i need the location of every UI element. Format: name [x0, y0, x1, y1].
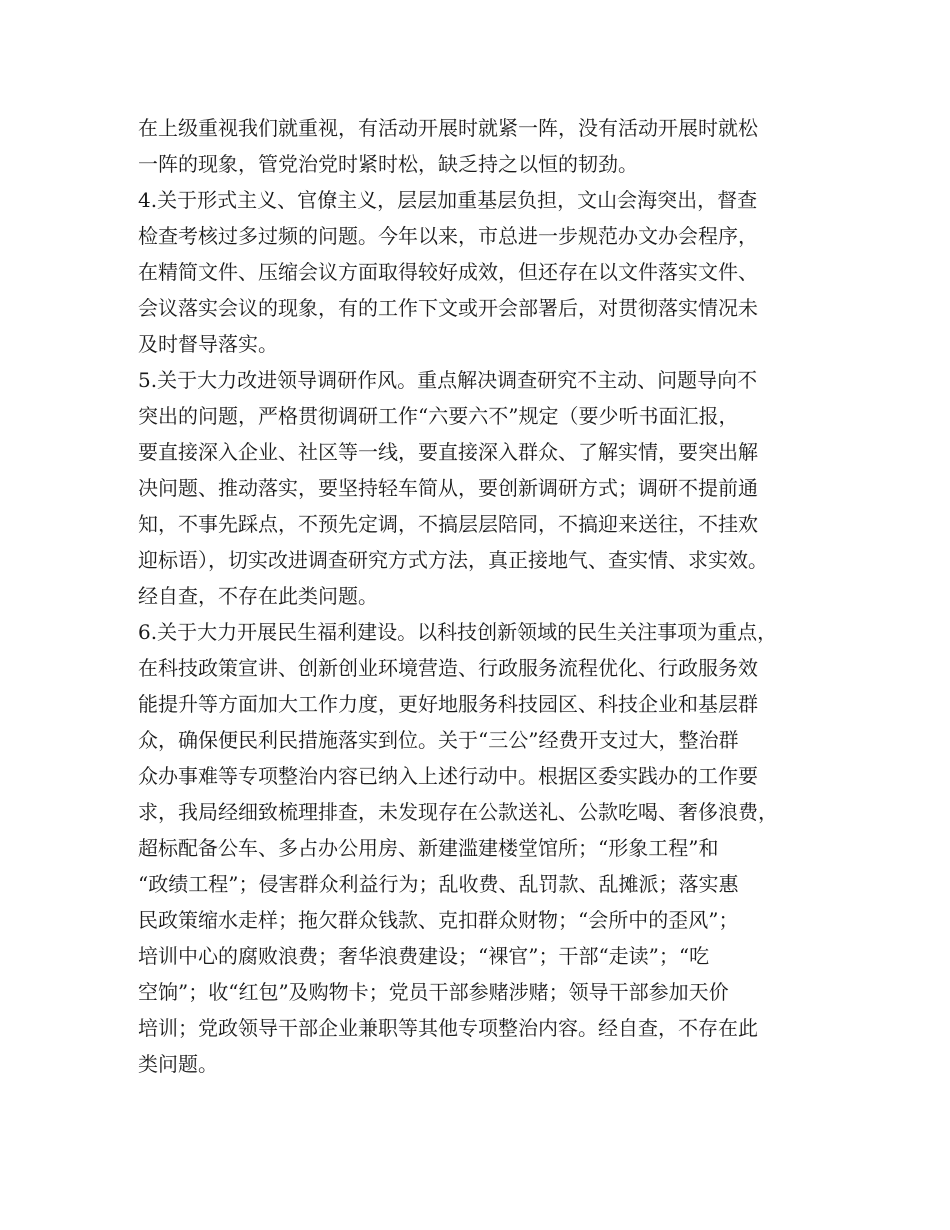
body-text-line: 能提升等方面加大工作力度，更好地服务科技园区、科技企业和基层群	[138, 692, 758, 716]
body-text-line: 众办事难等专项整治内容已纳入上述行动中。根据区委实践办的工作要	[138, 764, 758, 788]
body-text-line: 一阵的现象，管党治党时紧时松，缺乏持之以恒的韧劲。	[138, 152, 638, 176]
paragraph-4-heading-line: 4.关于形式主义、官僚主义，层层加重基层负担，文山会海突出，督查	[138, 188, 758, 212]
body-text-line: 要直接深入企业、社区等一线，要直接深入群众、了解实情，要突出解	[138, 440, 758, 464]
body-text-line: 突出的问题，严格贯彻调研工作“六要六不”规定（要少听书面汇报，	[138, 404, 739, 428]
body-text-line: 及时督导落实。	[138, 332, 278, 356]
body-text-line: 决问题、推动落实，要坚持轻车简从，要创新调研方式；调研不提前通	[138, 476, 758, 500]
body-text-line: 迎标语），切实改进调查研究方式方法，真正接地气、查实情、求实效。	[138, 548, 768, 572]
body-text-line: 在精简文件、压缩会议方面取得较好成效，但还存在以文件落实文件、	[138, 260, 758, 284]
body-text-line: 在科技政策宣讲、创新创业环境营造、行政服务流程优化、行政服务效	[138, 656, 758, 680]
body-text-line: 培训；党政领导干部企业兼职等其他专项整治内容。经自查，不存在此	[138, 1016, 758, 1040]
body-text-line: “政绩工程”；侵害群众利益行为；乱收费、乱罚款、乱摊派；落实惠	[138, 872, 739, 896]
paragraph-6-heading-line: 6.关于大力开展民生福利建设。以科技创新领域的民生关注事项为重点，	[138, 620, 778, 644]
body-text-line: 民政策缩水走样；拖欠群众钱款、克扣群众财物；“会所中的歪风”；	[138, 908, 739, 932]
body-text-line: 类问题。	[138, 1052, 218, 1076]
body-text-line: 超标配备公车、多占办公用房、新建滥建楼堂馆所；“形象工程”和	[138, 836, 719, 860]
body-text-line: 检查考核过多过频的问题。今年以来，市总进一步规范办文办会程序，	[138, 224, 758, 248]
body-text-line: 众，确保便民利民措施落实到位。关于“三公”经费开支过大，整治群	[138, 728, 739, 752]
body-text-line: 知，不事先踩点，不预先定调，不搞层层陪同，不搞迎来送往，不挂欢	[138, 512, 758, 536]
paragraph-5-heading-line: 5.关于大力改进领导调研作风。重点解决调查研究不主动、问题导向不	[138, 368, 758, 392]
body-text-line: 空饷”；收“红包”及购物卡；党员干部参赌涉赌；领导干部参加天价	[138, 980, 729, 1004]
body-text-line: 经自查，不存在此类问题。	[138, 584, 378, 608]
body-text-line: 会议落实会议的现象，有的工作下文或开会部署后，对贯彻落实情况未	[138, 296, 758, 320]
body-text-line: 在上级重视我们就重视，有活动开展时就紧一阵，没有活动开展时就松	[138, 116, 758, 140]
body-text-line: 求，我局经细致梳理排查，未发现存在公款送礼、公款吃喝、奢侈浪费，	[138, 800, 778, 824]
body-text-line: 培训中心的腐败浪费；奢华浪费建设；“裸官”；干部“走读”；“吃	[138, 944, 710, 968]
